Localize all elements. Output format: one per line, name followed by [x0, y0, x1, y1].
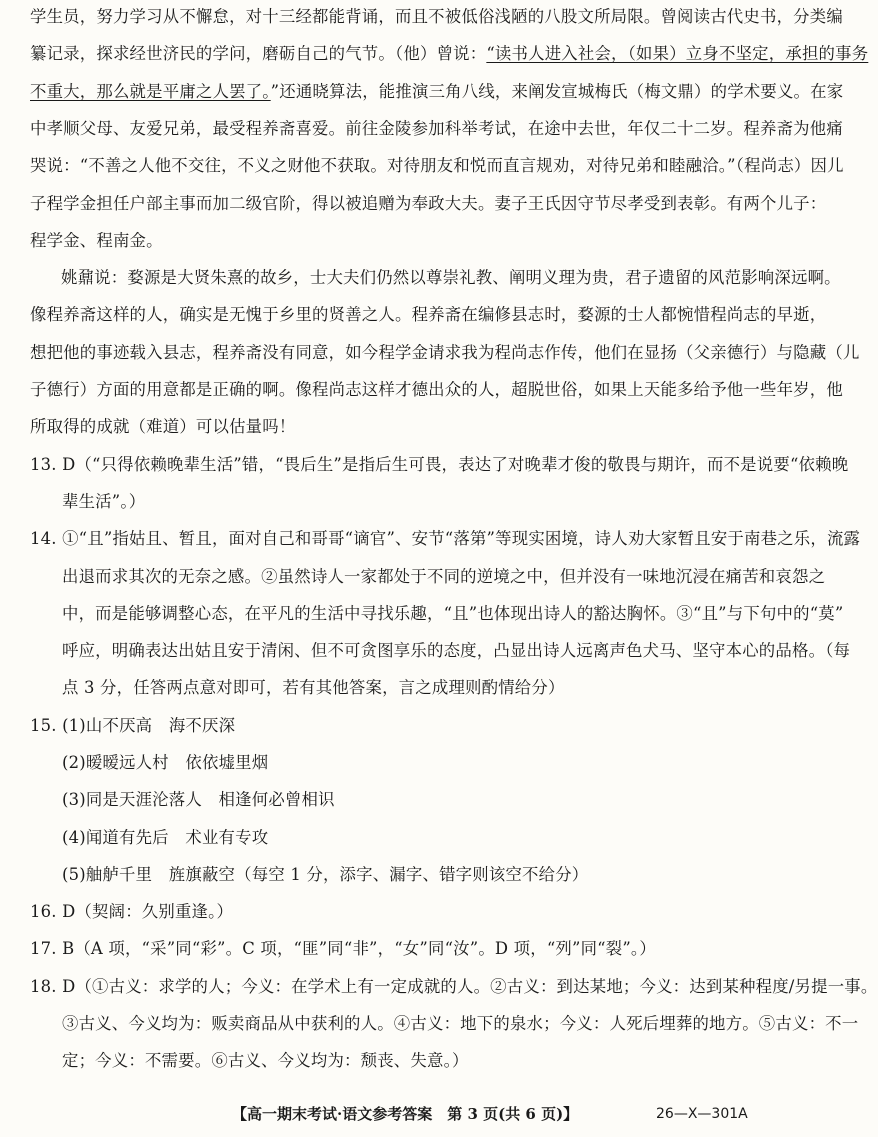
- answer-14-line-3: 中，而是能够调整心态，在平凡的生活中寻找乐趣，“且”也体现出诗人的豁达胸怀。③“且”与下句中的“莫”: [62, 604, 844, 623]
- para2-line-3: 想把他的事迹载入县志，程养斋没有同意，如今程学金请求我为程尚志作传，他们在显扬（父亲德行）与隐藏（儿: [30, 343, 860, 362]
- para2-line-4: 子德行）方面的用意都是正确的啊。像程尚志这样才德出众的人，超脱世俗，如果上天能多给予他一些年岁，他: [30, 380, 843, 399]
- para1-line-2: [30, 43, 869, 65]
- answer-18-line-2: ③古义、今义均为：贩卖商品从中获利的人。④古义：地下的泉水；今义：人死后埋葬的地方。⑤古义：不一: [62, 1014, 859, 1033]
- answer-14-line-4: 呼应，明确表达出姑且安于清闲、但不可贪图享乐的态度，凸显出诗人远离声色犬马、坚守本心的品格。（每: [62, 641, 851, 660]
- answer-14-line-5: 点 3 分，任答两点意对即可，若有其他答案，言之成理则酌情给分）: [62, 678, 565, 697]
- para1-line-5: 哭说：“不善之人他不交往，不义之财他不获取。对待朋友和悦而直言规劝，对待兄弟和睦融洽。”（程尚志）因儿: [30, 156, 844, 175]
- para1-line-3: [30, 81, 844, 103]
- footer-title: 【高一期末考试·语文参考答案 第 3 页(共 6 页)】: [232, 1105, 579, 1123]
- underlined-quote-part2: 不重大，那么就是平庸之人罢了。: [30, 82, 271, 101]
- para1-line-6: 子程学金担任户部主事而加二级官阶，得以被追赠为奉政大夫。妻子王氏因守节尽孝受到表彰。有两个儿子：: [30, 194, 827, 213]
- para2-line-2: 像程养斋这样的人，确实是无愧于乡里的贤善之人。程养斋在编修县志时，婺源的士人都惋惜程尚志的早逝，: [30, 305, 827, 324]
- answer-15-line-5: (5)舳舻千里 旌旗蔽空（每空 1 分，添字、漏字、错字则该空不给分）: [62, 865, 589, 884]
- answer-18-line-3: 定；今义：不需要。⑥古义、今义均为：颓丧、失意。）: [62, 1051, 469, 1070]
- para2-line-1: 姚鼐说：婺源是大贤朱熹的故乡，士大夫们仍然以尊崇礼教、阐明义理为贵，君子遗留的风范影响深远啊。: [61, 268, 841, 287]
- para1-line-4: 中孝顺父母、友爱兄弟，最受程养斋喜爱。前往金陵参加科举考试，在途中去世，年仅二十二岁。程养斋为他痛: [30, 119, 843, 138]
- answer-15-line-1: 15. (1)山不厌高 海不厌深: [30, 716, 236, 735]
- answer-13-line-1: 13. D（“只得依赖晚辈生活”错，“畏后生”是指后生可畏，表达了对晚辈才俊的敬畏与期许，而不是说要“依赖晚: [30, 455, 849, 474]
- underlined-quote-part1: “读书人进入社会，（如果）立身不坚定，承担的事务: [486, 44, 869, 63]
- answer-15-line-4: (4)闻道有先后 术业有专攻: [62, 828, 269, 847]
- footer-code: 26—X—301A: [656, 1106, 748, 1122]
- page-footer: [0, 1102, 800, 1126]
- para1-line-3-text: ”还通晓算法，能推演三角八线，来阐发宣城梅氏（梅文鼎）的学术要义。在家: [270, 82, 844, 101]
- answer-14-line-2: 出退而求其次的无奈之感。②虽然诗人一家都处于不同的逆境之中，但并没有一味地沉浸在痛苦和哀怨之: [62, 567, 826, 586]
- para1-line-7: 程学金、程南金。: [30, 231, 163, 250]
- answer-15-line-3: (3)同是天涯沦落人 相逢何必曾相识: [62, 790, 335, 809]
- answer-13-line-2: 辈生活”。）: [62, 492, 146, 511]
- para2-line-5: 所取得的成就（难道）可以估量吗！: [30, 417, 296, 436]
- answer-15-line-2: (2)暧暧远人村 依依墟里烟: [62, 753, 269, 772]
- answer-17: 17. B（A 项，“采”同“彩”。C 项，“匪”同“非”，“女”同“汝”。D 项，“列”同“裂”。）: [30, 939, 656, 958]
- para1-line-2-text: 纂记录，探求经世济民的学问，磨砺自己的气节。（他）曾说：: [30, 44, 487, 63]
- answer-18-line-1: 18. D（①古义：求学的人；今义：在学术上有一定成就的人。②古义：到达某地；今义：达到某种程度/另提一事。: [30, 977, 878, 996]
- para1-line-1: 学生员，努力学习从不懈怠，对十三经都能背诵，而且不被低俗浅陋的八股文所局限。曾阅读古代史书，分类编: [30, 7, 843, 26]
- answer-14-line-1: 14. ①“且”指姑且、暂且，面对自己和哥哥“谪官”、安节“落第”等现实困境，诗人劝大家暂且安于南巷之乐，流露: [30, 529, 861, 548]
- answer-16: 16. D（契阔：久别重逢。）: [30, 902, 234, 921]
